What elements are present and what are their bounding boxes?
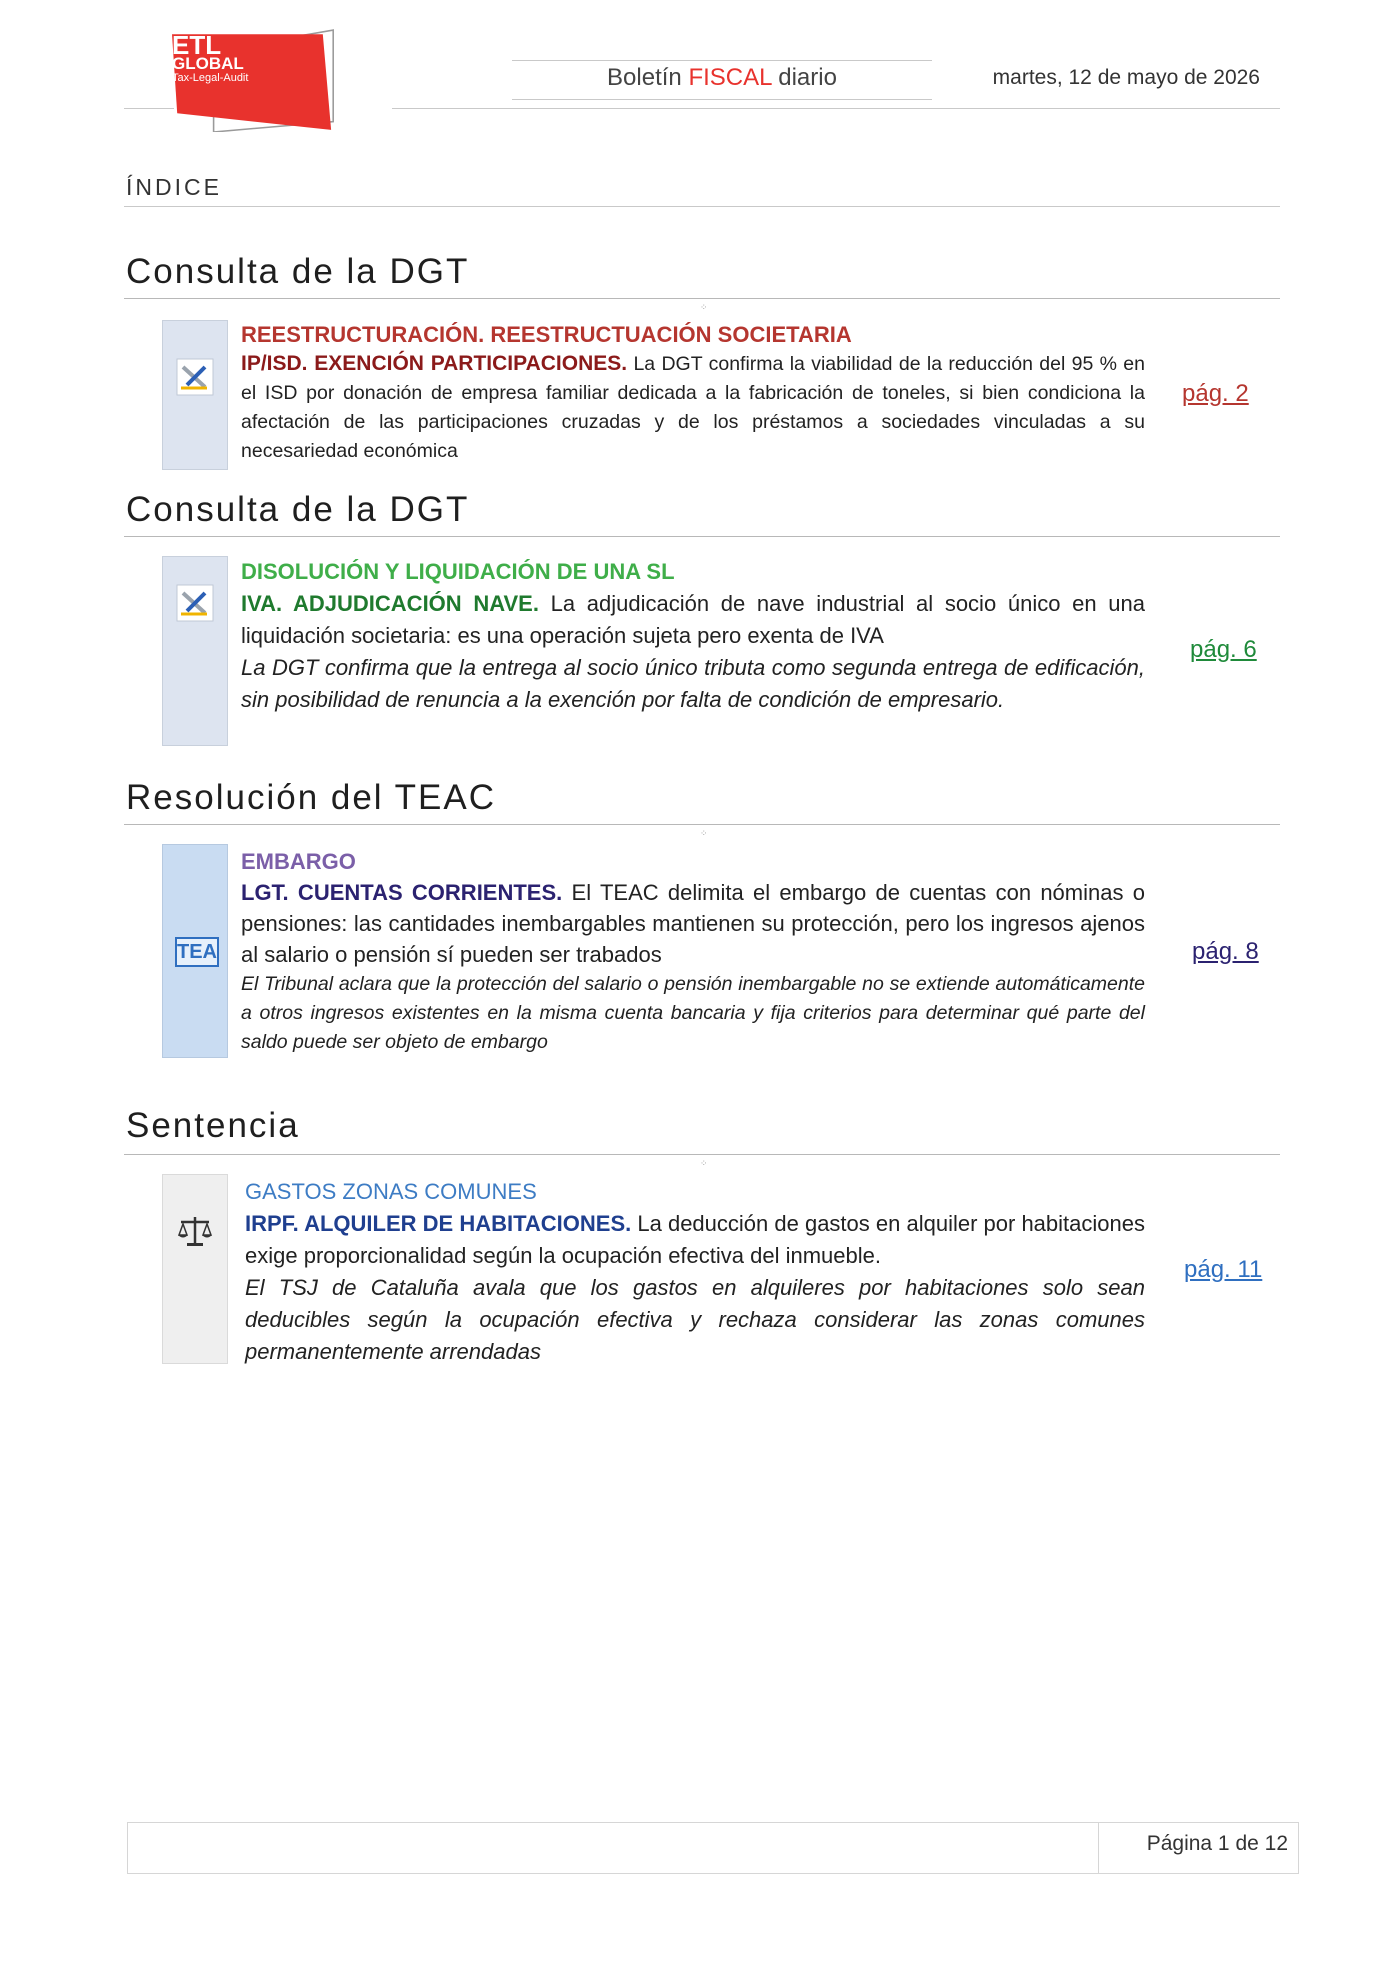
index-entry bbox=[241, 846, 1145, 1057]
page-link[interactable]: pág. 2 bbox=[1182, 380, 1249, 407]
entry-abstract: El TSJ de Cataluña avala que los gastos en alquileres por habitaciones solo sean deducibles según la ocupación efectiva y rechaza considerar las zonas comunes permanentemente arrendadas bbox=[245, 1275, 1145, 1364]
scales-of-justice-icon bbox=[175, 1211, 215, 1251]
entry-lead: LGT. CUENTAS CORRIENTES. bbox=[241, 880, 563, 905]
section-rule bbox=[124, 536, 1280, 537]
entry-summary bbox=[241, 877, 1145, 970]
entry-category: DISOLUCIÓN Y LIQUIDACIÓN DE UNA SL bbox=[241, 559, 675, 584]
footer-divider bbox=[1098, 1822, 1099, 1874]
entry-summary bbox=[245, 1208, 1145, 1272]
index-heading: ÍNDICE bbox=[126, 174, 222, 200]
entry-body: El TEAC delimita el embargo de cuentas con nóminas o pensiones: las cantidades inembargables mantienen su protección, pero los ingresos ajenos al salario o pensión sí pueden ser trabados bbox=[241, 880, 1145, 967]
logo-tagline: Tax-Legal-Audit bbox=[172, 72, 249, 84]
entry-body: La DGT confirma la viabilidad de la reducción del 95 % en el ISD por donación de empresa familiar dedicada a la fabricación de toneles, si bien condiciona la afectación de las participaciones cruzadas y de los préstamos a sociedades vinculadas a su necesariedad económica bbox=[241, 353, 1145, 462]
section-icon-box bbox=[162, 320, 228, 470]
entry-body: La deducción de gastos en alquiler por habitaciones exige proporcionalidad según la ocupación efectiva del inmueble. bbox=[245, 1211, 1145, 1268]
index-entry bbox=[241, 556, 1145, 716]
entry-abstract: La DGT confirma que la entrega al socio único tributa como segunda entrega de edificación, sin posibilidad de renuncia a la exención por falta de condición de empresario. bbox=[241, 655, 1145, 712]
logo-etl: ETL bbox=[172, 30, 222, 60]
index-entry bbox=[245, 1176, 1145, 1368]
teac-icon: TEA bbox=[175, 937, 219, 967]
anchor-mark: ⁘ bbox=[700, 302, 708, 312]
section-rule bbox=[124, 824, 1280, 825]
section-rule bbox=[124, 298, 1280, 299]
section-title: Consulta de la DGT bbox=[126, 252, 470, 291]
bulletin-title: Boletín FISCAL diario bbox=[607, 64, 837, 91]
page-number: Página 1 de 12 bbox=[1146, 1832, 1288, 1855]
anchor-mark: ⁘ bbox=[700, 828, 708, 838]
anchor-mark: ⁘ bbox=[700, 1158, 708, 1168]
section-title: Consulta de la DGT bbox=[126, 490, 470, 529]
tax-agency-icon bbox=[175, 583, 215, 623]
page-link[interactable]: pág. 6 bbox=[1190, 636, 1257, 663]
entry-abstract: El Tribunal aclara que la protección del salario o pensión inembargable no se extiende automáticamente a otros ingresos existentes en la misma cuenta bancaria y fija criterios para determinar qué parte del saldo puede ser objeto de embargo bbox=[241, 973, 1145, 1053]
bulletin-date: martes, 12 de mayo de 2026 bbox=[992, 66, 1260, 89]
entry-category: REESTRUCTURACIÓN. REESTRUCTUACIÓN SOCIETARIA bbox=[241, 322, 852, 347]
entry-category: GASTOS ZONAS COMUNES bbox=[245, 1179, 537, 1204]
entry-body: La adjudicación de nave industrial al socio único en una liquidación societaria: es una operación sujeta pero exenta de IVA bbox=[241, 591, 1145, 648]
index-rule bbox=[124, 206, 1280, 207]
section-icon-box bbox=[162, 556, 228, 746]
entry-summary bbox=[241, 349, 1145, 466]
tax-agency-icon bbox=[175, 357, 215, 397]
index-entry bbox=[241, 320, 1145, 466]
section-icon-box bbox=[162, 844, 228, 1058]
entry-category: EMBARGO bbox=[241, 849, 356, 874]
entry-lead: IRPF. ALQUILER DE HABITACIONES. bbox=[245, 1211, 632, 1236]
entry-lead: IVA. ADJUDICACIÓN NAVE. bbox=[241, 591, 539, 616]
page-link[interactable]: pág. 11 bbox=[1184, 1256, 1263, 1283]
page-link[interactable]: pág. 8 bbox=[1192, 938, 1259, 965]
section-icon-box bbox=[162, 1174, 228, 1364]
section-rule bbox=[124, 1154, 1280, 1155]
entry-summary bbox=[241, 588, 1145, 652]
section-title: Sentencia bbox=[126, 1106, 300, 1145]
header-rule-right bbox=[392, 108, 1280, 109]
entry-lead: IP/ISD. EXENCIÓN PARTICIPACIONES. bbox=[241, 352, 628, 375]
section-title: Resolución del TEAC bbox=[126, 778, 497, 817]
logo-global: GLOBAL bbox=[172, 54, 244, 73]
